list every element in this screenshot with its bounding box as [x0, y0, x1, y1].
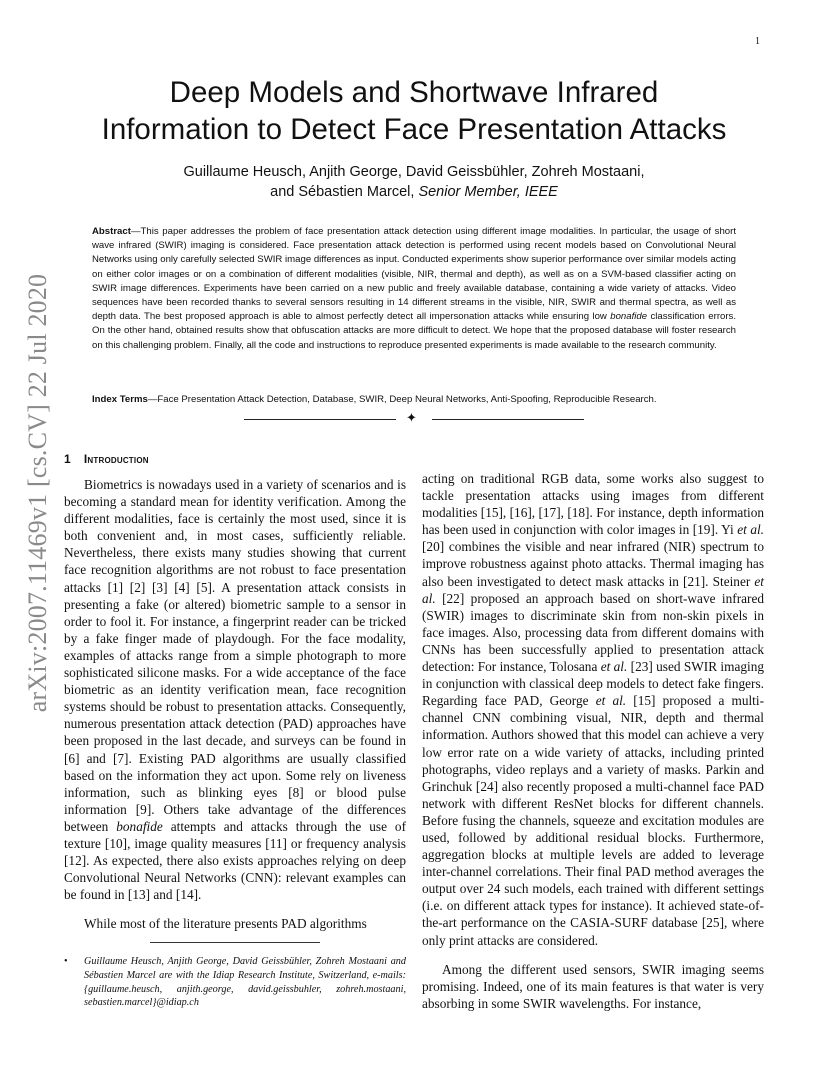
intro-italic-term: bonafide [116, 818, 163, 834]
et-al-2: et al. [422, 573, 764, 606]
index-terms-text: —Face Presentation Attack Detection, Database, SWIR, Deep Neural Networks, Anti-Spoofing, Reproducible Research. [147, 394, 657, 405]
index-terms [92, 393, 736, 407]
abstract-label: Abstract [92, 226, 131, 237]
authors-line-2-names: and Sébastien Marcel, [270, 183, 415, 200]
right-paragraph-1 [422, 470, 764, 949]
intro-paragraph-1-end: attempts and attacks through the use of texture [10], image quality measures [11] or frequency analysis [12]. As expected, there also exists approaches relying on deep Convolutional Neural Networks (CNN): relevant examples can be found in [13] and [14]. [64, 818, 406, 903]
intro-paragraph-1-text: Biometrics is nowadays used in a variety of scenarios and is becoming a standard mean for identity verification. Among the different modalities, face is certainly the most used, since it is both convenient and, in most cases, sufficiently reliable. Nevertheless, there exists many studies showing that current face recognition algorithms are not robust to face presentation attacks [1] [2] [3] [4] [5]. A presentation attack consists in presenting a fake (or altered) biometric sample to a sensor in order to fool it. For instance, a fingerprint reader can be tricked by a fake finger made of playdough. For the face modality, examples of attacks range from a simple photograph to more sophisticated silicone masks. For a wide acceptance of the face biometric as an identity verification mean, face recognition systems should be robust to presentation attacks. Consequently, numerous presentation attack detection (PAD) approaches have been proposed in the last decade, and surveys can be found in [6] and [7]. Existing PAD algorithms are usually classified based on the information they act upon. Some rely on liveness information, such as blinking eyes [8] or blood pulse information [9]. Others take advantage of the differences between [64, 477, 406, 834]
arxiv-identifier-stamp: arXiv:2007.11469v1 [cs.CV] 22 Jul 2020 [23, 273, 52, 713]
right-text-b: [20] combines the visible and near infrared (NIR) spectrum to improve robustness against photo attacks. Thermal imaging has also been investigated to detect mask attacks in [21]. Steiner [422, 539, 764, 589]
author-membership: Senior Member, IEEE [418, 183, 558, 200]
et-al-4: et al. [595, 693, 627, 709]
abstract [92, 225, 736, 353]
right-column [422, 470, 764, 1012]
abstract-text-end: classification errors. On the other hand, obtained results show that obfuscation attacks are more difficult to detect. We hope that the proposed database will foster research on this challenging problem. Finally, all the code and instructions to reproduce presented experiments is made available to the research community. [92, 311, 737, 351]
right-paragraph-2-text: Among the different used sensors, SWIR imaging seems promising. Indeed, one of its main features is that water is very absorbing in some SWIR wavelengths. For instance, [422, 961, 764, 1011]
left-column [64, 476, 406, 932]
footnote-bullet: • [64, 956, 68, 967]
authors-line-1: Guillaume Heusch, Anjith George, David Geissbühler, Zohreh Mostaani, [183, 164, 645, 180]
intro-paragraph-1 [64, 476, 406, 903]
right-paragraph-2 [422, 961, 764, 1012]
right-text-a: acting on traditional RGB data, some works also suggest to tackle presentation attacks using images from different modalities [15], [16], [17], [18]. For instance, depth information has been used in conjunction with color images in [19]. Yi [422, 471, 764, 538]
et-al-3: et al. [600, 659, 628, 675]
right-text-e: [15] proposed a multi-channel CNN combining visual, NIR, depth and thermal information. Authors showed that this model can achieve a very low error rate on a wide variety of attacks, including printed photographs, video replays and a variety of masks. Parkin and Grinchuk [24] also recently proposed a multi-channel face PAD network with different ResNet blocks for different channels. Before fusing the channels, squeeze and excitation modules are used, followed by additional residual blocks. Furthermore, aggregation blocks at multiple levels are added to leverage inter-channel correlations. Their final PAD method averages the output over 24 such models, each trained with different settings (i.e. on different attack types for instance). It achieved state-of-the-art performance on the CASIA-SURF database [25], where only print attacks are considered. [422, 693, 765, 948]
section-divider-left [244, 419, 396, 420]
authors-line-2 [40, 183, 788, 203]
author-affiliation-footnote [64, 955, 406, 1010]
page-number: 1 [755, 36, 760, 47]
footnote-rule [150, 942, 320, 943]
section-number: 1 [64, 452, 71, 466]
section-title: Introduction [83, 452, 149, 466]
abstract-italic-term: bonafide [610, 311, 648, 323]
intro-paragraph-2-text: While most of the literature presents PAD algorithms [84, 916, 367, 932]
footnote-text: Guillaume Heusch, Anjith George, David Geissbühler, Zohreh Mostaani and Sébastien Marcel are with the Idiap Research Institute, Switzerland, e-mails: {guillaume.heusch, anjith.george, david.geissbuhler, zohreh.mostaani, sebastien.marcel}@idiap.ch [84, 956, 406, 1009]
author-list [40, 163, 788, 202]
section-heading [64, 452, 149, 466]
right-text-c: [22] proposed an approach based on short-wave infrared (SWIR) images to discriminate skin from non-skin pixels in face images. Also, processing data from different domains with CNNs has been successfully applied to presentation attack detection: For instance, Tolosana [422, 590, 764, 675]
title-line-1: Deep Models and Shortwave Infrared [169, 76, 659, 109]
et-al-1: et al. [737, 522, 764, 538]
abstract-text: —This paper addresses the problem of face presentation attack detection using different image modalities. In particular, the usage of short wave infrared (SWIR) imaging is considered. Face presentation attack detection is performed using recent models based on Convolutional Neural Networks using only carefully selected SWIR image differences as input. Conducted experiments show superior performance over similar models acting on either color images or on a combination of different modalities (visible, NIR, thermal and depth), as well as on a SVM-based classifier acting on SWIR image differences. Experiments have been carried on a new public and freely available database, containing a wide variety of attacks. Video sequences have been recorded thanks to several sensors resulting in 14 different streams in the visible, NIR, SWIR and thermal spectra, as well as depth data. The best proposed approach is able to almost perfectly detect all impersonation attacks while ensuring low [92, 226, 736, 323]
intro-paragraph-2 [64, 915, 406, 932]
paper-title [40, 74, 788, 148]
index-terms-label: Index Terms [92, 394, 148, 405]
divider-ornament: ✦ [406, 410, 417, 425]
title-line-2: Information to Detect Face Presentation Attacks [101, 113, 727, 146]
section-divider-right [432, 419, 584, 420]
right-text-d: [23] used SWIR imaging in conjunction with classical deep models to detect fake fingers. Regarding face PAD, George [422, 659, 764, 709]
